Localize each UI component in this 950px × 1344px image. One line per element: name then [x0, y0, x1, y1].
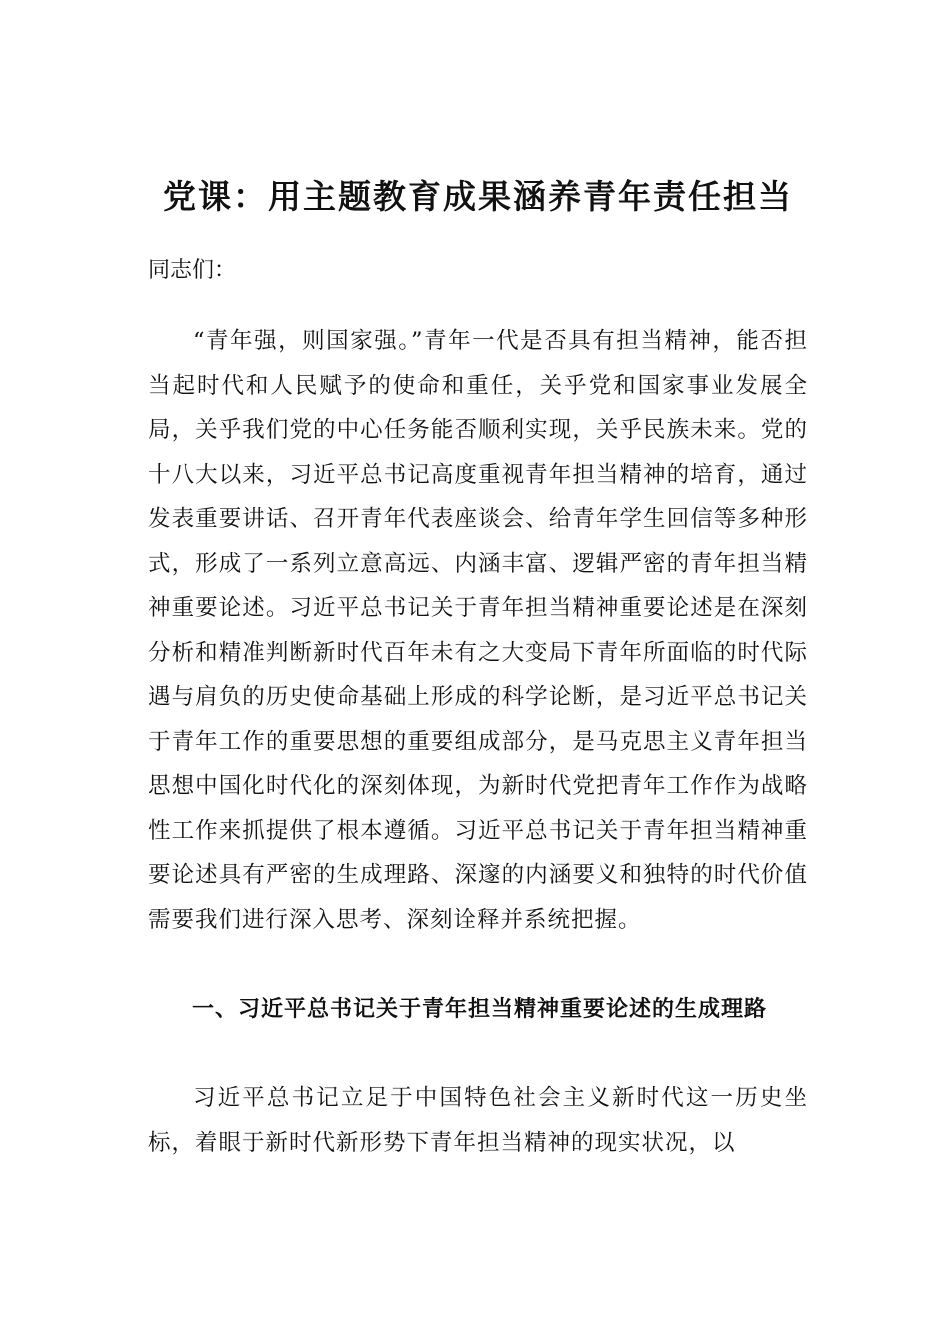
body-paragraph-1: “青年强，则国家强。”青年一代是否具有担当精神，能否担当起时代和人民赋予的使命和重任，关乎党和国家事业发展全局，关乎我们党的中心任务能否顺利实现，关乎民族未来。党的十八大以来，习近平总书记高度重视青年担当精神的培育，通过发表重要讲话、召开青年代表座谈会、给青年学生回信等多种形式，形成了一系列立意高远、内涵丰富、逻辑严密的青年担当精神重要论述。习近平总书记关于青年担当精神重要论述是在深刻分析和精准判断新时代百年未有之大变局下青年所面临的时代际遇与肩负的历史使命基础上形成的科学论断，是习近平总书记关于青年工作的重要思想的重要组成部分，是马克思主义青年担当思想中国化时代化的深刻体现，为新时代党把青年工作作为战略性工作来抓提供了根本遵循。习近平总书记关于青年担当精神重要论述具有严密的生成理路、深邃的内涵要义和独特的时代价值需要我们进行深入思考、深刻诠释并系统把握。 — [148, 328, 808, 933]
body-paragraph-2: 习近平总书记立足于中国特色社会主义新时代这一历史坐标，着眼于新时代新形势下青年担当精神的现实状况，以 — [148, 1085, 808, 1156]
salutation: 同志们： — [148, 258, 237, 283]
section-heading-1: 一、习近平总书记关于青年担当精神重要论述的生成理路 — [192, 997, 768, 1022]
document-title: 党课：用主题教育成果涵养青年责任担当 — [163, 177, 793, 216]
